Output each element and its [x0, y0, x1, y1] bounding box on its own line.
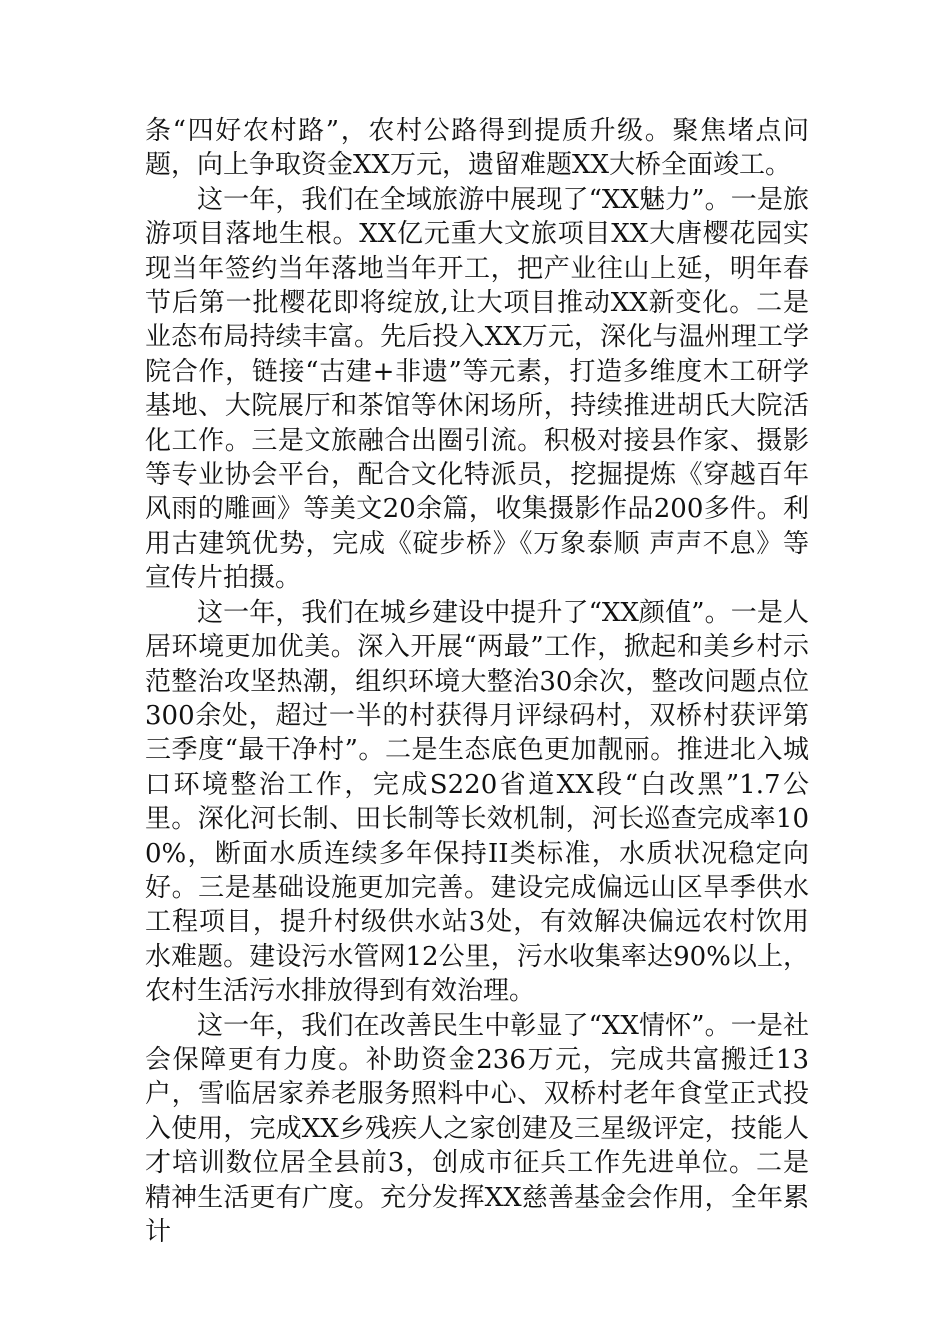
paragraph-continuation: 条“四好农村路”，农村公路得到提质升级。聚焦堵点问题，向上争取资金XX万元，遗留难题XX大桥全面竣工。	[145, 116, 809, 181]
paragraph-tourism: 这一年，我们在全域旅游中展现了“XX魅力”。一是旅游项目落地生根。XX亿元重大文旅项目XX大唐樱花园实现当年签约当年落地当年开工，把产业往山上延，明年春节后第一批樱花即将绽放,让大项目推动XX新变化。二是业态布局持续丰富。先后投入XX万元，深化与温州理工学院合作，链接“古建+非遗”等元素，打造多维度木工研学基地、大院展厅和茶馆等休闲场所，持续推进胡氏大院活化工作。三是文旅融合出圈引流。积极对接县作家、摄影等专业协会平台，配合文化特派员，挖掘提炼《穿越百年风雨的雕画》等美文20余篇，收集摄影作品200多件。利用古建筑优势，完成《碇步桥》《万象泰顺 声声不息》等宣传片拍摄。	[145, 184, 809, 594]
paragraph-urban-rural: 这一年，我们在城乡建设中提升了“XX颜值”。一是人居环境更加优美。深入开展“两最”工作，掀起和美乡村示范整治攻坚热潮，组织环境大整治30余次，整改问题点位300余处，超过一半的村获得月评绿码村，双桥村获评第三季度“最干净村”。二是生态底色更加靓丽。推进北入城口环境整治工作，完成S220省道XX段“白改黑”1.7公里。深化河长制、田长制等长效机制，河长巡查完成率100%，断面水质连续多年保持II类标准，水质状况稳定向好。三是基础设施更加完善。建设完成偏远山区旱季供水工程项目，提升村级供水站3处，有效解决偏远农村饮用水难题。建设污水管网12公里，污水收集率达90%以上，农村生活污水排放得到有效治理。	[145, 597, 809, 1007]
paragraph-livelihood: 这一年，我们在改善民生中彰显了“XX情怀”。一是社会保障更有力度。补助资金236万元，完成共富搬迁13户，雪临居家养老服务照料中心、双桥村老年食堂正式投入使用，完成XX乡残疾人之家创建及三星级评定，技能人才培训数位居全县前3，创成市征兵工作先进单位。二是精神生活更有广度。充分发挥XX慈善基金会作用，全年累计	[145, 1010, 809, 1247]
document-body	[145, 114, 809, 1249]
